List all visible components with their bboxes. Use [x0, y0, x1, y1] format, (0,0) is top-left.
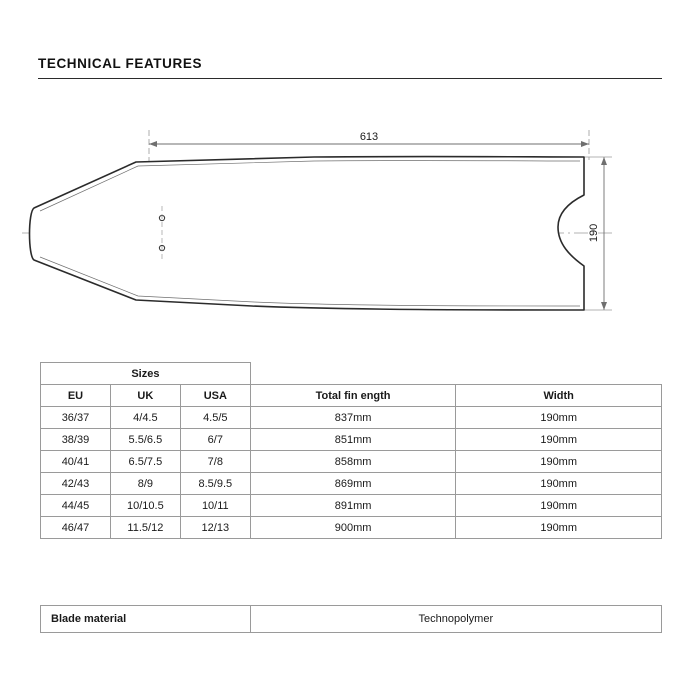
cell-total-length: 851mm [250, 429, 456, 451]
material-value: Technopolymer [250, 606, 661, 633]
cell-usa: 6/7 [180, 429, 250, 451]
table-row [41, 407, 662, 429]
empty-cell-length [250, 363, 456, 385]
cell-eu: 46/47 [41, 517, 111, 539]
column-header-usa: USA [180, 385, 250, 407]
table-row [41, 451, 662, 473]
cell-width: 190mm [456, 429, 662, 451]
material-table-wrap [40, 605, 662, 633]
width-arrow-top [601, 157, 607, 165]
cell-width: 190mm [456, 473, 662, 495]
title-divider [38, 78, 662, 79]
cell-total-length: 869mm [250, 473, 456, 495]
cell-usa: 12/13 [180, 517, 250, 539]
cell-width: 190mm [456, 407, 662, 429]
cell-usa: 8.5/9.5 [180, 473, 250, 495]
cell-total-length: 858mm [250, 451, 456, 473]
page-title-block [38, 56, 662, 79]
material-label: Blade material [41, 606, 251, 633]
cell-total-length: 837mm [250, 407, 456, 429]
table-row [41, 473, 662, 495]
length-arrow-left [149, 141, 157, 147]
column-header-width: Width [456, 385, 662, 407]
empty-cell-width [456, 363, 662, 385]
cell-uk: 5.5/6.5 [110, 429, 180, 451]
cell-uk: 8/9 [110, 473, 180, 495]
cell-uk: 11.5/12 [110, 517, 180, 539]
column-header-eu: EU [41, 385, 111, 407]
cell-usa: 7/8 [180, 451, 250, 473]
table-group-header-row [41, 363, 662, 385]
sizes-group-header: Sizes [41, 363, 251, 385]
cell-total-length: 891mm [250, 495, 456, 517]
material-row [41, 606, 662, 633]
sizes-table [40, 362, 662, 539]
length-arrow-right [581, 141, 589, 147]
cell-uk: 4/4.5 [110, 407, 180, 429]
fin-blade-drawing [14, 100, 686, 330]
table-header-row [41, 385, 662, 407]
blade-outline [30, 157, 585, 310]
cell-usa: 4.5/5 [180, 407, 250, 429]
cell-eu: 38/39 [41, 429, 111, 451]
cell-eu: 42/43 [41, 473, 111, 495]
page-title: TECHNICAL FEATURES [38, 56, 203, 71]
width-dimension-label: 190 [588, 223, 600, 243]
table-row [41, 495, 662, 517]
width-arrow-bottom [601, 302, 607, 310]
column-header-uk: UK [110, 385, 180, 407]
length-dimension-label: 613 [359, 131, 379, 143]
column-header-total-fin-length: Total fin ength [250, 385, 456, 407]
cell-eu: 36/37 [41, 407, 111, 429]
table-row [41, 517, 662, 539]
cell-width: 190mm [456, 495, 662, 517]
cell-eu: 44/45 [41, 495, 111, 517]
cell-total-length: 900mm [250, 517, 456, 539]
cell-width: 190mm [456, 451, 662, 473]
material-table [40, 605, 662, 633]
cell-width: 190mm [456, 517, 662, 539]
sizes-table-wrap [40, 362, 662, 539]
cell-eu: 40/41 [41, 451, 111, 473]
table-row [41, 429, 662, 451]
cell-usa: 10/11 [180, 495, 250, 517]
cell-uk: 6.5/7.5 [110, 451, 180, 473]
cell-uk: 10/10.5 [110, 495, 180, 517]
